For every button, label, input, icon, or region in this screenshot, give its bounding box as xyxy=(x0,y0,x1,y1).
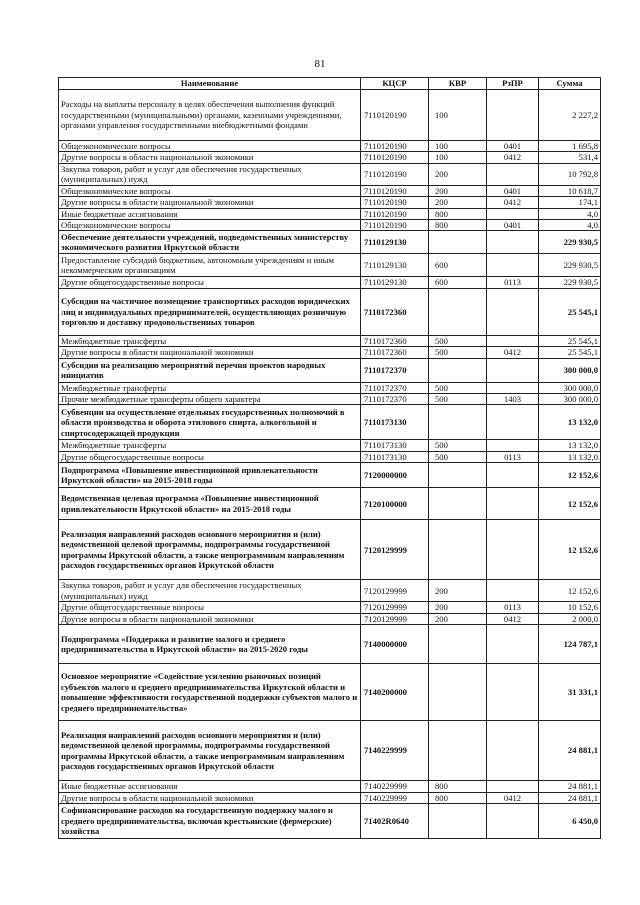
cell-kcsr: 7140200000 xyxy=(361,664,429,721)
table-row xyxy=(59,163,601,185)
cell-name: Общеэкономические вопросы xyxy=(59,185,361,196)
cell-kvr xyxy=(429,520,487,580)
header-rzpr: РзПР xyxy=(487,78,539,90)
table-row xyxy=(59,580,601,602)
table-row xyxy=(59,394,601,405)
cell-rzpr xyxy=(487,520,539,580)
cell-name: Ведомственная целевая программа «Повышение инвестиционной привлекательности Иркутской области» на 2015-2018 годы xyxy=(59,488,361,520)
cell-kcsr: 7120000000 xyxy=(361,463,429,488)
cell-sum: 24 881,1 xyxy=(539,721,601,781)
cell-sum: 12 152,6 xyxy=(539,580,601,602)
table-row xyxy=(59,347,601,358)
cell-kvr xyxy=(429,358,487,382)
cell-rzpr: 0113 xyxy=(487,451,539,462)
table-row xyxy=(59,405,601,440)
cell-name: Субвенции на осуществление отдельных государственных полномочий в области производства и оборота этилового спирта, алкогольной и спиртосодержащей продукции xyxy=(59,405,361,440)
table-row xyxy=(59,792,601,803)
cell-rzpr xyxy=(487,664,539,721)
cell-kvr xyxy=(429,288,487,335)
cell-rzpr xyxy=(487,254,539,277)
cell-name: Реализация направлений расходов основного мероприятия и (или) ведомственной целевой программы, подпрограммы государственной программы Иркутской области, а также непрограммным направлениям расходов государственных органов Иркутской области xyxy=(59,520,361,580)
cell-kcsr: 7120129999 xyxy=(361,602,429,613)
table-row xyxy=(59,208,601,219)
cell-sum: 4,0 xyxy=(539,220,601,231)
cell-kvr: 600 xyxy=(429,277,487,288)
cell-rzpr xyxy=(487,721,539,781)
cell-rzpr: 0412 xyxy=(487,152,539,163)
cell-name: Другие общегосударственные вопросы xyxy=(59,451,361,462)
cell-kvr: 800 xyxy=(429,208,487,219)
cell-kvr: 500 xyxy=(429,347,487,358)
cell-sum: 1 695,8 xyxy=(539,141,601,152)
cell-kvr: 200 xyxy=(429,602,487,613)
cell-name: Иные бюджетные ассигнования xyxy=(59,781,361,792)
cell-name: Расходы на выплаты персоналу в целях обеспечения выполнения функций государственными (муниципальными) органами, казенными учреждениями, органами управления государственными внебюджетными фондами xyxy=(59,90,361,141)
cell-kcsr: 7110173130 xyxy=(361,405,429,440)
header-kvr: КВР xyxy=(429,78,487,90)
cell-kcsr: 7110120190 xyxy=(361,208,429,219)
cell-rzpr xyxy=(487,90,539,141)
table-row xyxy=(59,152,601,163)
table-row xyxy=(59,488,601,520)
cell-sum: 13 132,0 xyxy=(539,451,601,462)
cell-sum: 31 331,1 xyxy=(539,664,601,721)
table-row xyxy=(59,382,601,393)
cell-rzpr xyxy=(487,781,539,792)
cell-rzpr: 0401 xyxy=(487,141,539,152)
cell-sum: 124 787,1 xyxy=(539,625,601,664)
header-name: Наименование xyxy=(59,78,361,90)
cell-kcsr: 71402R0640 xyxy=(361,803,429,838)
table-row xyxy=(59,90,601,141)
cell-sum: 300 000,0 xyxy=(539,394,601,405)
cell-kcsr: 7120129999 xyxy=(361,580,429,602)
table-row xyxy=(59,440,601,451)
cell-sum: 10 618,7 xyxy=(539,185,601,196)
cell-rzpr: 0412 xyxy=(487,792,539,803)
table-row xyxy=(59,520,601,580)
cell-name: Другие вопросы в области национальной экономики xyxy=(59,613,361,624)
cell-rzpr xyxy=(487,288,539,335)
cell-kcsr: 7110172360 xyxy=(361,347,429,358)
table-row xyxy=(59,664,601,721)
cell-rzpr xyxy=(487,580,539,602)
cell-rzpr: 0412 xyxy=(487,197,539,208)
table-row xyxy=(59,254,601,277)
cell-rzpr xyxy=(487,488,539,520)
cell-name: Субсидии на реализацию мероприятий перечня проектов народных инициатив xyxy=(59,358,361,382)
cell-kvr xyxy=(429,488,487,520)
cell-rzpr: 0113 xyxy=(487,602,539,613)
cell-name: Иные бюджетные ассигнования xyxy=(59,208,361,219)
cell-kvr: 600 xyxy=(429,254,487,277)
cell-sum: 24 881,1 xyxy=(539,792,601,803)
header-kcsr: КЦСР xyxy=(361,78,429,90)
cell-kvr: 500 xyxy=(429,451,487,462)
cell-rzpr: 0401 xyxy=(487,185,539,196)
table-row xyxy=(59,781,601,792)
cell-sum: 300 000,0 xyxy=(539,358,601,382)
cell-sum: 13 132,0 xyxy=(539,440,601,451)
cell-kcsr: 7110120190 xyxy=(361,197,429,208)
cell-name: Закупка товаров, работ и услуг для обеспечения государственных (муниципальных) нужд xyxy=(59,580,361,602)
table-row xyxy=(59,288,601,335)
table-row xyxy=(59,463,601,488)
cell-name: Прочие межбюджетные трансферты общего характера xyxy=(59,394,361,405)
cell-name: Другие вопросы в области национальной экономики xyxy=(59,347,361,358)
table-row xyxy=(59,220,601,231)
cell-name: Обеспечение деятельности учреждений, подведомственных министерству экономического развития Иркутской области xyxy=(59,231,361,254)
cell-rzpr xyxy=(487,463,539,488)
cell-name: Межбюджетные трансферты xyxy=(59,382,361,393)
cell-rzpr: 0401 xyxy=(487,220,539,231)
cell-name: Предоставление субсидий бюджетным, автономным учреждениям и иным некоммерческим организациям xyxy=(59,254,361,277)
cell-sum: 531,4 xyxy=(539,152,601,163)
cell-rzpr: 1403 xyxy=(487,394,539,405)
cell-sum: 300 000,0 xyxy=(539,382,601,393)
cell-sum: 229 930,5 xyxy=(539,254,601,277)
table-row xyxy=(59,197,601,208)
cell-name: Подпрограмма «Поддержка и развитие малого и среднего предпринимательства в Иркутской области» на 2015-2020 годы xyxy=(59,625,361,664)
cell-kvr: 500 xyxy=(429,394,487,405)
cell-name: Закупка товаров, работ и услуг для обеспечения государственных (муниципальных) нужд xyxy=(59,163,361,185)
cell-kvr xyxy=(429,463,487,488)
cell-kvr: 800 xyxy=(429,792,487,803)
cell-sum: 12 152,6 xyxy=(539,520,601,580)
cell-kvr: 800 xyxy=(429,781,487,792)
cell-kvr: 200 xyxy=(429,163,487,185)
cell-sum: 6 450,0 xyxy=(539,803,601,838)
cell-sum: 10 792,8 xyxy=(539,163,601,185)
cell-name: Межбюджетные трансферты xyxy=(59,440,361,451)
cell-rzpr: 0113 xyxy=(487,277,539,288)
cell-kvr xyxy=(429,405,487,440)
table-row xyxy=(59,277,601,288)
table-row xyxy=(59,613,601,624)
cell-kcsr: 7110172370 xyxy=(361,382,429,393)
cell-name: Другие общегосударственные вопросы xyxy=(59,602,361,613)
cell-kcsr: 7110120190 xyxy=(361,90,429,141)
cell-rzpr xyxy=(487,405,539,440)
cell-rzpr xyxy=(487,440,539,451)
cell-sum: 2 227,2 xyxy=(539,90,601,141)
cell-name: Межбюджетные трансферты xyxy=(59,335,361,346)
cell-kcsr: 7140000000 xyxy=(361,625,429,664)
header-sum: Сумма xyxy=(539,78,601,90)
page-number: 81 xyxy=(314,58,326,70)
cell-kcsr: 7110120190 xyxy=(361,185,429,196)
cell-rzpr: 0412 xyxy=(487,347,539,358)
cell-name: Общеэкономические вопросы xyxy=(59,141,361,152)
cell-name: Реализация направлений расходов основного мероприятия и (или) ведомственной целевой программы, подпрограммы государственной программы Иркутской области, а также непрограммным направлениям расходов государственных органов Иркутской области xyxy=(59,721,361,781)
cell-sum: 24 881,1 xyxy=(539,781,601,792)
table-row xyxy=(59,185,601,196)
cell-kcsr: 7110172360 xyxy=(361,288,429,335)
table-row xyxy=(59,335,601,346)
cell-rzpr xyxy=(487,231,539,254)
cell-kcsr: 7110120190 xyxy=(361,220,429,231)
table-header-row xyxy=(59,78,601,90)
cell-name: Другие общегосударственные вопросы xyxy=(59,277,361,288)
cell-sum: 12 152,6 xyxy=(539,488,601,520)
cell-sum: 4,0 xyxy=(539,208,601,219)
cell-sum: 229 930,5 xyxy=(539,231,601,254)
table-row xyxy=(59,358,601,382)
cell-kvr xyxy=(429,803,487,838)
cell-rzpr: 0412 xyxy=(487,613,539,624)
cell-kvr xyxy=(429,664,487,721)
cell-sum: 12 152,6 xyxy=(539,463,601,488)
cell-kcsr: 7120129999 xyxy=(361,520,429,580)
cell-kcsr: 7110172370 xyxy=(361,358,429,382)
table-row xyxy=(59,803,601,838)
cell-kcsr: 7110120190 xyxy=(361,152,429,163)
budget-table xyxy=(58,77,601,839)
cell-kcsr: 7110173130 xyxy=(361,451,429,462)
cell-kvr: 500 xyxy=(429,335,487,346)
cell-sum: 25 545,1 xyxy=(539,335,601,346)
cell-kcsr: 7140229999 xyxy=(361,721,429,781)
cell-rzpr xyxy=(487,335,539,346)
cell-kcsr: 7110172360 xyxy=(361,335,429,346)
table-body xyxy=(59,90,601,839)
cell-kcsr: 7110120190 xyxy=(361,141,429,152)
cell-kvr: 200 xyxy=(429,197,487,208)
cell-kvr: 100 xyxy=(429,90,487,141)
cell-name: Субсидии на частичное возмещение транспортных расходов юридических лиц и индивидуальных предпринимателей, осуществляющих розничную торговлю и доставку продовольственных товаров xyxy=(59,288,361,335)
cell-kvr: 200 xyxy=(429,580,487,602)
cell-name: Основное мероприятие «Содействие усилению рыночных позиций субъектов малого и среднего предпринимательства Иркутской области и повышение эффективности государственной поддержки субъектов малого и среднего предпринимательства» xyxy=(59,664,361,721)
cell-kcsr: 7110129130 xyxy=(361,254,429,277)
cell-name: Другие вопросы в области национальной экономики xyxy=(59,197,361,208)
cell-kcsr: 7110120190 xyxy=(361,163,429,185)
cell-kvr: 500 xyxy=(429,440,487,451)
cell-sum: 2 000,0 xyxy=(539,613,601,624)
cell-sum: 174,1 xyxy=(539,197,601,208)
cell-kcsr: 7140229999 xyxy=(361,792,429,803)
table-row xyxy=(59,625,601,664)
cell-kvr xyxy=(429,231,487,254)
cell-sum: 10 152,6 xyxy=(539,602,601,613)
table-row xyxy=(59,141,601,152)
table-row xyxy=(59,602,601,613)
cell-kvr xyxy=(429,721,487,781)
cell-kvr: 200 xyxy=(429,613,487,624)
cell-rzpr xyxy=(487,803,539,838)
cell-kcsr: 7120129999 xyxy=(361,613,429,624)
cell-kcsr: 7110129130 xyxy=(361,231,429,254)
cell-rzpr xyxy=(487,625,539,664)
cell-kvr xyxy=(429,625,487,664)
cell-kvr: 200 xyxy=(429,185,487,196)
cell-name: Подпрограмма «Повышение инвестиционной привлекательности Иркутской области» на 2015-2018 годы xyxy=(59,463,361,488)
cell-kcsr: 7120100000 xyxy=(361,488,429,520)
cell-kvr: 100 xyxy=(429,152,487,163)
cell-name: Софинансирование расходов на государственную поддержку малого и среднего предпринимательства, включая крестьянские (фермерские) хозяйства xyxy=(59,803,361,838)
cell-sum: 25 545,1 xyxy=(539,288,601,335)
cell-kcsr: 7110173130 xyxy=(361,440,429,451)
table-row xyxy=(59,721,601,781)
cell-kcsr: 7110129130 xyxy=(361,277,429,288)
cell-rzpr xyxy=(487,358,539,382)
cell-name: Общеэкономические вопросы xyxy=(59,220,361,231)
cell-sum: 13 132,0 xyxy=(539,405,601,440)
cell-kcsr: 7110172370 xyxy=(361,394,429,405)
cell-kvr: 100 xyxy=(429,141,487,152)
table-row xyxy=(59,231,601,254)
cell-kvr: 500 xyxy=(429,382,487,393)
cell-name: Другие вопросы в области национальной экономики xyxy=(59,792,361,803)
table-row xyxy=(59,451,601,462)
cell-rzpr xyxy=(487,208,539,219)
cell-kcsr: 7140229999 xyxy=(361,781,429,792)
cell-rzpr xyxy=(487,382,539,393)
cell-rzpr xyxy=(487,163,539,185)
cell-sum: 229 930,5 xyxy=(539,277,601,288)
cell-sum: 25 545,1 xyxy=(539,347,601,358)
cell-kvr: 800 xyxy=(429,220,487,231)
cell-name: Другие вопросы в области национальной экономики xyxy=(59,152,361,163)
